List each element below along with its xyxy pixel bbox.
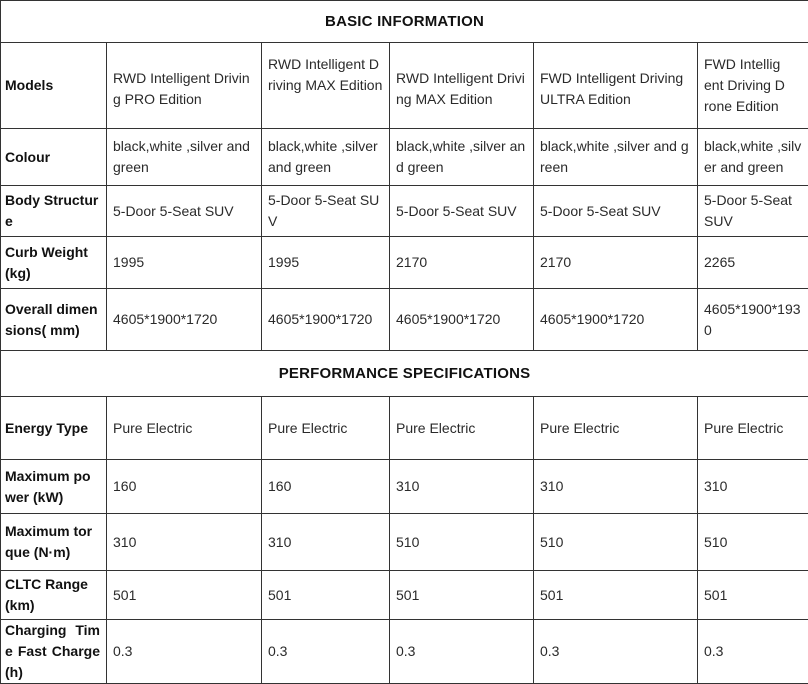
row-label: Body Structure [1,186,107,237]
row-label: Energy Type [1,397,107,460]
table-row [1,397,808,460]
section-header-row [1,351,808,397]
table-cell [698,43,808,129]
table-cell: 501 [698,571,808,620]
table-cell: 0.3 [698,620,808,684]
table-cell: 310 [262,514,390,571]
table-cell: 4605*1900*1720 [390,289,534,351]
table-cell: 2170 [390,237,534,289]
table-cell: 4605*1900*1930 [698,289,808,351]
table-cell: 310 [107,514,262,571]
row-label: Curb Weight (kg) [1,237,107,289]
table-cell: RWD Intelligent Driving MAX Edition [262,43,390,129]
table-cell: 0.3 [262,620,390,684]
table-cell: 5-Door 5-Seat SUV [107,186,262,237]
table-row [1,43,808,129]
row-label-text: Charging Time Fast Charge(h) [5,620,100,683]
table-cell: black,white ,silver and green [262,129,390,186]
table-cell: 2170 [534,237,698,289]
table-cell: Pure Electric [698,397,808,460]
table-cell: RWD Intelligent Driving MAX Edition [390,43,534,129]
table-cell: Pure Electric [262,397,390,460]
table-cell: 4605*1900*1720 [534,289,698,351]
table-cell: 501 [107,571,262,620]
table-cell: 1995 [262,237,390,289]
row-label: Maximum torque (N·m) [1,514,107,571]
table-cell: 1995 [107,237,262,289]
table-cell: 5-Door 5-Seat SUV [390,186,534,237]
table-cell: 4605*1900*1720 [262,289,390,351]
table-cell: black,white ,silver and green [698,129,808,186]
row-label: Models [1,43,107,129]
table-row [1,460,808,514]
table-row [1,571,808,620]
table-row [1,620,808,684]
table-cell: 510 [698,514,808,571]
table-cell: 510 [534,514,698,571]
table-cell: 0.3 [390,620,534,684]
table-cell: black,white ,silver and green [390,129,534,186]
table-cell: 4605*1900*1720 [107,289,262,351]
table-cell: 501 [262,571,390,620]
table-row [1,289,808,351]
table-row [1,129,808,186]
table-cell: Pure Electric [390,397,534,460]
table-cell: RWD Intelligent Driving PRO Edition [107,43,262,129]
table-cell: 501 [390,571,534,620]
row-label [1,620,107,684]
table-cell: 5-Door 5-Seat SUV [534,186,698,237]
row-label: Colour [1,129,107,186]
table-cell: 5-Door 5-Seat SUV [698,186,808,237]
section-title-performance: PERFORMANCE SPECIFICATIONS [1,351,808,397]
row-label: CLTC Range (km) [1,571,107,620]
table-cell: 5-Door 5-Seat SUV [262,186,390,237]
table-cell: 2265 [698,237,808,289]
table-row [1,186,808,237]
section-header-row [1,1,808,43]
table-row [1,237,808,289]
table-cell: FWD Intelligent Driving ULTRA Edition [534,43,698,129]
table-cell: 0.3 [534,620,698,684]
table-cell: 501 [534,571,698,620]
table-cell: 160 [262,460,390,514]
table-cell: 310 [390,460,534,514]
table-cell: 310 [534,460,698,514]
table-cell: Pure Electric [107,397,262,460]
table-cell: 310 [698,460,808,514]
section-title-basic: BASIC INFORMATION [1,1,808,43]
row-label: Overall dimensions( mm) [1,289,107,351]
table-cell: 0.3 [107,620,262,684]
table-cell: 160 [107,460,262,514]
table-cell: Pure Electric [534,397,698,460]
table-cell: 510 [390,514,534,571]
table-cell: black,white ,silver and green [107,129,262,186]
model-name-drone: FWD Intelligent Driving Drone Edition [704,54,786,117]
table-cell: black,white ,silver and green [534,129,698,186]
row-label: Maximum power (kW) [1,460,107,514]
table-row [1,514,808,571]
